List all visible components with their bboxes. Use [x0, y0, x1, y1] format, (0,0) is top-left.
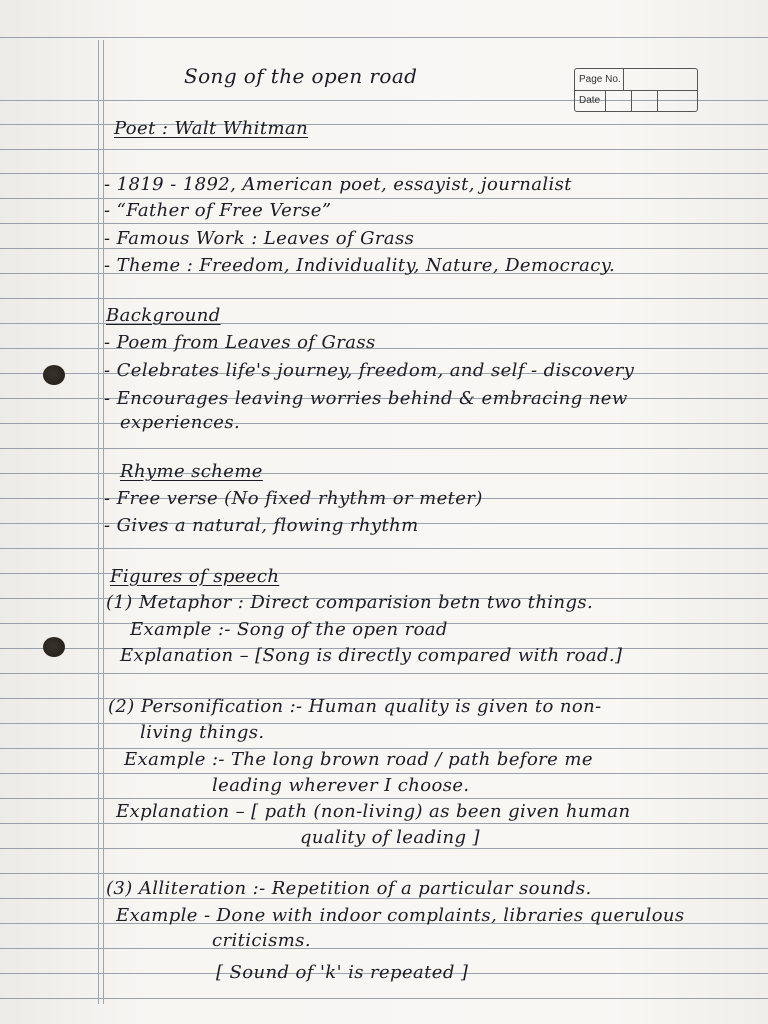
- figures-of-speech-heading: Figures of speech: [110, 566, 280, 587]
- ruled-line: [0, 798, 768, 799]
- note-line: (1) Metaphor : Direct comparision betn two things.: [106, 592, 594, 613]
- ruled-line: [0, 723, 768, 724]
- note-line: - Theme : Freedom, Individuality, Nature, Democracy.: [104, 255, 616, 276]
- note-line: Example :- Song of the open road: [130, 619, 448, 640]
- note-line: - Gives a natural, flowing rhythm: [104, 515, 419, 536]
- note-line: [ Sound of 'k' is repeated ]: [216, 962, 469, 983]
- note-line: - Encourages leaving worries behind & embracing new: [104, 388, 628, 409]
- ruled-line: [0, 298, 768, 299]
- punch-hole: [43, 365, 65, 385]
- ruled-line: [0, 423, 768, 424]
- date-label: Date: [579, 95, 601, 106]
- ruled-line: [0, 998, 768, 999]
- note-line: criticisms.: [212, 930, 311, 951]
- ruled-line: [0, 448, 768, 449]
- note-line: - Poem from Leaves of Grass: [104, 332, 376, 353]
- note-line: leading wherever I choose.: [212, 775, 470, 796]
- note-line: (3) Alliteration :- Repetition of a particular sounds.: [106, 878, 592, 899]
- ruled-line: [0, 473, 768, 474]
- box-divider: [631, 90, 632, 111]
- note-line: - Famous Work : Leaves of Grass: [104, 228, 415, 249]
- page-number-date-box: [574, 68, 698, 112]
- page-number-label: Page No.: [579, 74, 621, 85]
- box-divider: [623, 69, 624, 90]
- note-line: - 1819 - 1892, American poet, essayist, journalist: [104, 174, 572, 195]
- date-row: [575, 90, 697, 111]
- ruled-line: [0, 773, 768, 774]
- ruled-line: [0, 548, 768, 549]
- rhyme-scheme-heading: Rhyme scheme: [120, 461, 263, 482]
- note-line: - “Father of Free Verse”: [104, 200, 332, 221]
- note-line: - Free verse (No fixed rhythm or meter): [104, 488, 483, 509]
- ruled-line: [0, 673, 768, 674]
- ruled-line: [0, 848, 768, 849]
- note-line: Example :- The long brown road / path before me: [124, 749, 593, 770]
- ruled-line: [0, 823, 768, 824]
- box-divider: [657, 90, 658, 111]
- note-line: living things.: [140, 722, 265, 743]
- ruled-line: [0, 223, 768, 224]
- background-heading: Background: [106, 305, 221, 326]
- ruled-line: [0, 873, 768, 874]
- note-line: Explanation – [Song is directly compared with road.]: [120, 645, 623, 666]
- page-title: Song of the open road: [184, 64, 418, 88]
- ruled-line: [0, 149, 768, 150]
- note-line: Example - Done with indoor complaints, libraries querulous: [116, 905, 685, 926]
- note-line: experiences.: [120, 412, 241, 433]
- note-line: - Celebrates life's journey, freedom, and self - discovery: [104, 360, 635, 381]
- punch-hole: [43, 637, 65, 657]
- note-line: quality of leading ]: [300, 827, 480, 848]
- margin-line: [98, 40, 99, 1004]
- note-line: Explanation – [ path (non-living) as been given human: [116, 801, 631, 822]
- box-divider: [605, 90, 606, 111]
- page-number-row: [575, 69, 697, 91]
- ruled-line: [0, 948, 768, 949]
- note-line: (2) Personification :- Human quality is given to non-: [108, 696, 602, 717]
- poet-heading: Poet : Walt Whitman: [114, 118, 309, 139]
- ruled-line: [0, 198, 768, 199]
- ruled-line: [0, 37, 768, 38]
